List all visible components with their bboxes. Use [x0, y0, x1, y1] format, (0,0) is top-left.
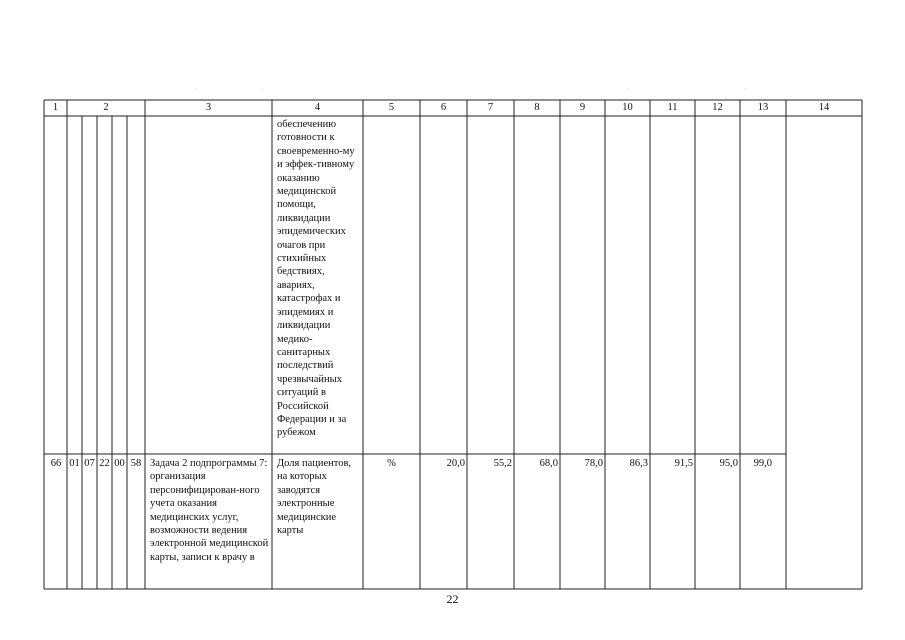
- row66-code-1: 66: [50, 458, 62, 469]
- row66-value-col10: 86,3: [629, 458, 648, 469]
- header-col-13: 13: [757, 102, 769, 113]
- row66-value-col8: 68,0: [539, 458, 558, 469]
- row66-value-col9: 78,0: [584, 458, 603, 469]
- row66-unit: %: [387, 458, 396, 469]
- row66-value-col12: 95,0: [719, 458, 738, 469]
- header-col-11: 11: [667, 102, 678, 113]
- row66-code-2: 01: [69, 458, 80, 469]
- header-col-9: 9: [579, 102, 586, 113]
- header-col-1: 1: [52, 102, 59, 113]
- header-col-6: 6: [440, 102, 447, 113]
- header-col-10: 10: [622, 102, 633, 113]
- row66-task-description: Задача 2 подпрограммы 7: организация персонифицирован-ного учета оказания медицинских услуг, возможности ведения электронной медицинской карты, записи к врачу в: [150, 458, 269, 563]
- header-col-3: 3: [205, 102, 212, 113]
- row66-code-5: 00: [114, 458, 125, 469]
- header-col-5: 5: [388, 102, 395, 113]
- row66-code-4: 22: [99, 458, 110, 469]
- row66-value-col6: 20,0: [446, 458, 465, 469]
- page-number: 22: [446, 592, 459, 606]
- header-col-4: 4: [314, 102, 321, 113]
- continued-row-col4: обеспечению готовности к своевременно-му и эффек-тивному оказанию медицинской помощи, ликвидации эпидемических очагов при стихийных бедствиях, авариях, катастрофах и эпидемиях и ликвидации медико-санитарных последствий чрезвычайных ситуаций в Российской Федерации и за рубежом: [277, 119, 355, 439]
- row66-value-col13: 99,0: [753, 458, 772, 469]
- row66-code-6: 58: [130, 458, 142, 469]
- row66-indicator: Доля пациентов, на которых заводятся электронные медицинские карты: [277, 458, 352, 537]
- header-col-8: 8: [534, 102, 540, 113]
- header-col-14: 14: [818, 102, 830, 113]
- row66-value-col7: 55,2: [493, 458, 512, 469]
- header-col-7: 7: [487, 102, 494, 113]
- row66-value-col11: 91,5: [674, 458, 693, 469]
- header-col-12: 12: [712, 102, 723, 113]
- header-col-2: 2: [103, 102, 109, 113]
- row66-code-3: 07: [84, 458, 95, 469]
